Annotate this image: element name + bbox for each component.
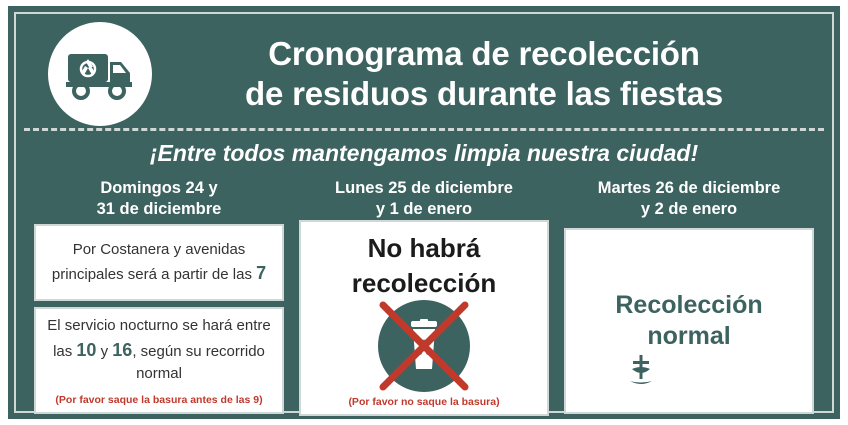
municipality-logo-line1: Municipalidad de la	[674, 350, 799, 368]
night-hour-start: 10	[76, 339, 97, 360]
no-collection-note: (Por favor no saque la basura)	[348, 396, 500, 409]
recycling-truck-icon	[48, 22, 152, 126]
night-note: (Por favor saque la basura antes de las 9)	[55, 393, 263, 406]
night-hour-end: 16	[112, 339, 133, 360]
column-monday-header	[299, 174, 549, 220]
title-line-1: Cronograma de recolección	[268, 35, 700, 73]
column-tuesday-header	[564, 174, 814, 228]
no-collection-line1: No habrá	[367, 233, 481, 263]
column-tuesday-header-line1: Martes 26 de diciembre	[597, 179, 781, 197]
daytime-hour: 7	[256, 263, 267, 284]
night-text-mid: y	[96, 342, 113, 360]
column-sunday-card-daytime	[34, 224, 284, 301]
subtitle: ¡Entre todos mantengamos limpia nuestra ciudad!	[149, 139, 699, 166]
column-tuesday-header-line2: y 2 de enero	[640, 200, 738, 219]
municipality-logo-text	[674, 350, 806, 391]
municipality-logo-line2: Ciudad de Corrientes	[674, 371, 806, 388]
column-sunday-header-line1: Domingos 24 y	[100, 179, 218, 197]
crossed-out-trash-bin-icon	[378, 300, 470, 392]
daytime-text: Por Costanera y avenidas principales será a partir de las	[51, 240, 257, 284]
municipality-logo	[618, 343, 806, 397]
column-sunday-header-line2: 31 de diciembre	[96, 200, 222, 219]
column-monday-header-line2: y 1 de enero	[375, 200, 473, 219]
column-monday-card	[299, 220, 549, 416]
red-cross-overlay-icon	[375, 297, 473, 395]
municipality-coat-of-arms-icon	[618, 343, 664, 397]
header	[22, 20, 826, 128]
no-collection-line2: recolección	[351, 268, 497, 299]
column-sunday	[34, 174, 284, 414]
column-monday	[299, 174, 549, 414]
column-sunday-header	[34, 174, 284, 224]
page-title	[168, 34, 826, 113]
night-text-after: , según su recorrido normal	[132, 342, 265, 383]
normal-collection-line1: Recolección	[615, 290, 763, 319]
night-text-before: El servicio nocturno se hará entre las	[47, 317, 271, 360]
dashed-divider	[24, 128, 824, 131]
column-monday-header-line1: Lunes 25 de diciembre	[335, 179, 513, 197]
poster-frame	[8, 6, 840, 419]
column-sunday-card-night	[34, 307, 284, 414]
normal-collection-line2: normal	[647, 322, 731, 351]
title-line-2: de residuos durante las fiestas	[245, 75, 723, 112]
